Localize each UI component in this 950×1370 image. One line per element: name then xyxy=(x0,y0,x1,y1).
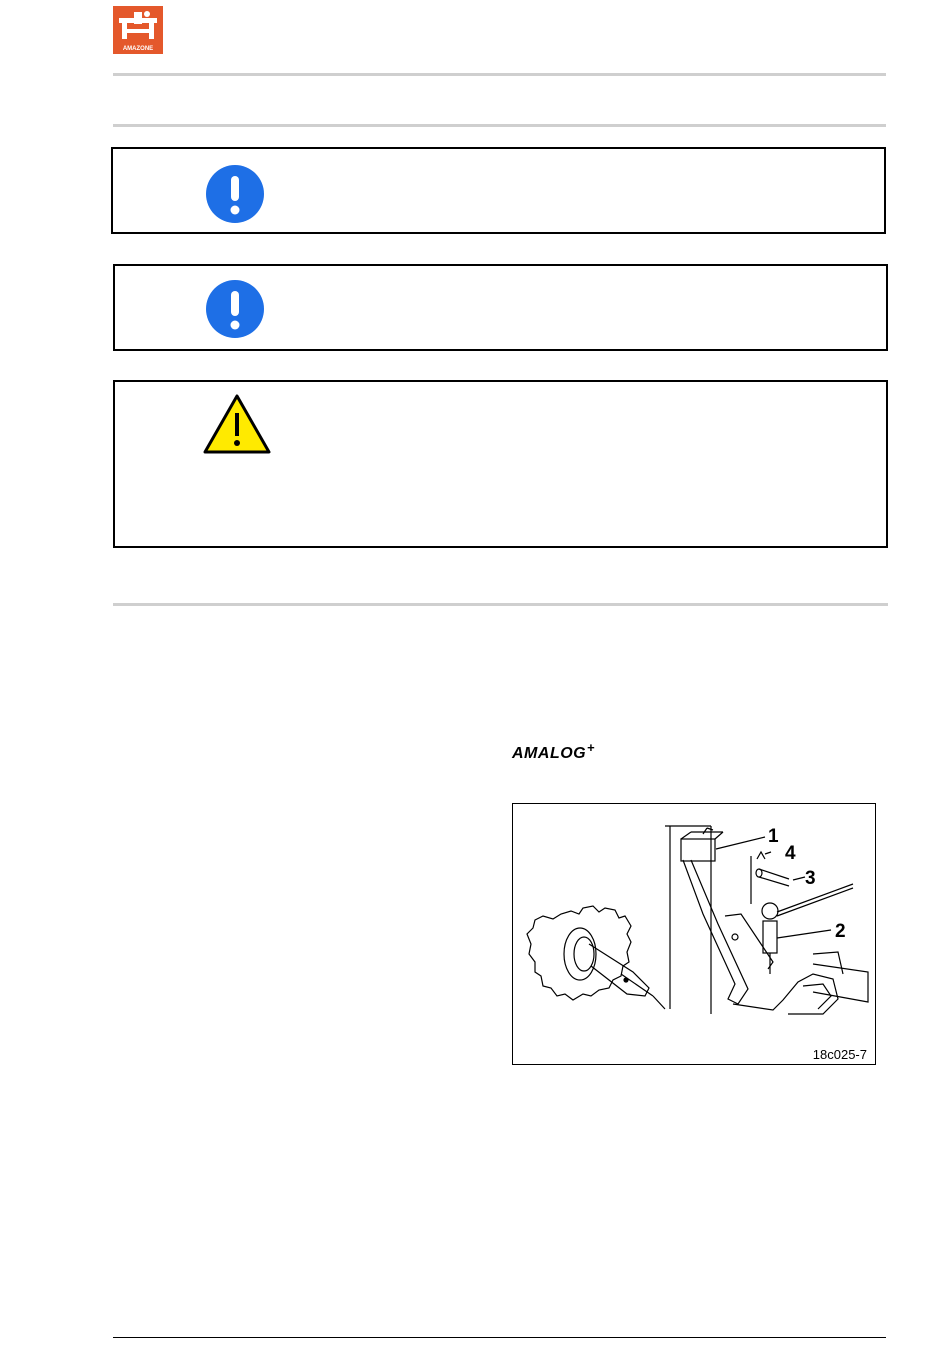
product-suffix: + xyxy=(587,740,596,755)
figure-code: 18c025-7 xyxy=(812,1047,867,1062)
callout-3: 3 xyxy=(805,868,816,889)
warning-box xyxy=(113,380,888,548)
amazone-logo xyxy=(113,6,163,54)
exclamation-circle-icon xyxy=(206,280,264,343)
logo-text: AMAZONE xyxy=(122,46,154,52)
warning-triangle-icon xyxy=(202,393,272,460)
product-name xyxy=(512,740,595,763)
header-rule xyxy=(113,73,886,76)
callout-4: 4 xyxy=(785,843,796,864)
note-box-2 xyxy=(113,264,888,351)
exclamation-circle-icon xyxy=(206,165,264,228)
callout-2: 2 xyxy=(835,921,846,942)
figure-drawing xyxy=(513,804,875,1064)
footer-rule xyxy=(113,1337,886,1338)
note-box-1 xyxy=(111,147,886,234)
section-rule xyxy=(113,124,886,127)
technical-figure xyxy=(512,803,876,1065)
callout-1: 1 xyxy=(768,826,779,847)
section-rule-2 xyxy=(113,603,888,606)
product-name-text: AMALOG xyxy=(512,745,587,762)
